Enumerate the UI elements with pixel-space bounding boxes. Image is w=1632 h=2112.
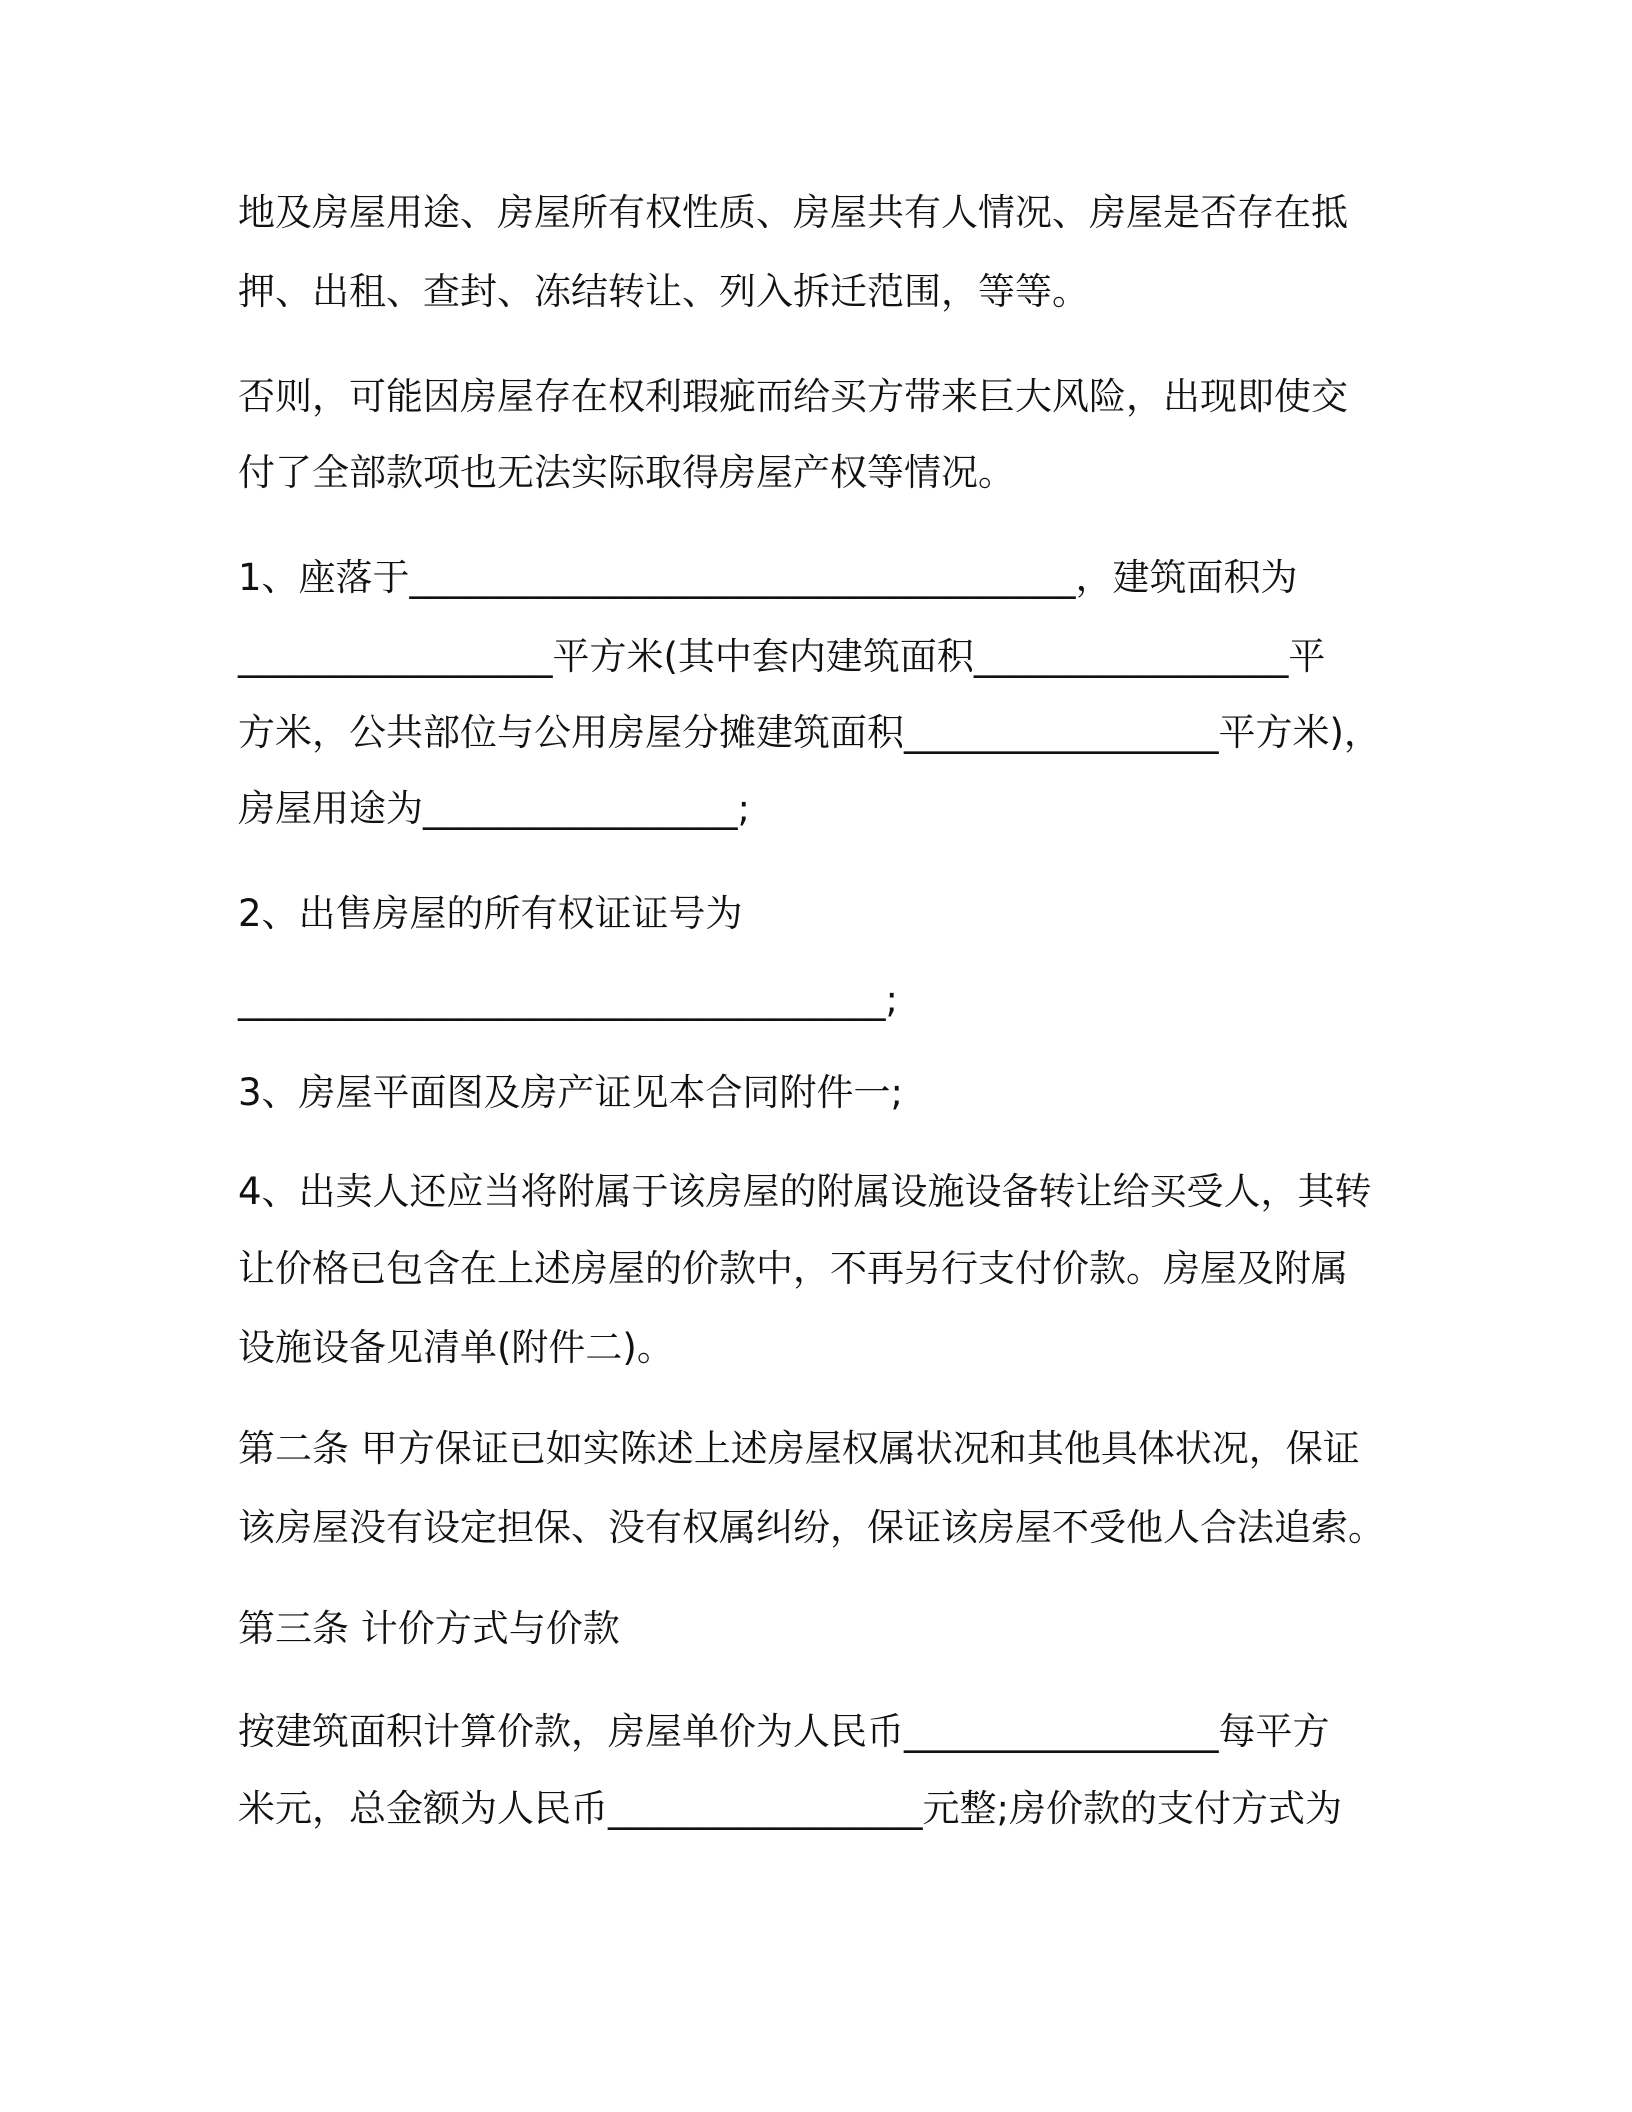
text-line-15: 第二条 甲方保证已如实陈述上述房屋权属状况和其他具体状况，保证 — [238, 1427, 1360, 1470]
text-line-17: 第三条 计价方式与价款 — [238, 1607, 620, 1650]
text-line-5: 1、座落于____________________________________，建筑面积为 — [238, 556, 1298, 599]
text-line-7: 方米，公共部位与公用房屋分摊建筑面积_________________平方米)， — [238, 711, 1381, 754]
text-line-18: 按建筑面积计算价款，房屋单价为人民币_________________每平方 — [238, 1710, 1330, 1753]
text-line-10: ___________________________________; — [238, 978, 898, 1021]
text-line-1: 地及房屋用途、房屋所有权性质、房屋共有人情况、房屋是否存在抵 — [238, 191, 1348, 234]
text-line-8: 房屋用途为_________________; — [238, 787, 750, 830]
text-line-2: 押、出租、查封、冻结转让、列入拆迁范围，等等。 — [238, 270, 1089, 313]
text-line-11: 3、房屋平面图及房产证见本合同附件一; — [238, 1071, 904, 1114]
text-line-9: 2、出售房屋的所有权证证号为 — [238, 892, 743, 935]
text-line-16: 该房屋没有设定担保、没有权属纠纷，保证该房屋不受他人合法追索。 — [238, 1506, 1385, 1549]
text-line-14: 设施设备见清单(附件二)。 — [238, 1326, 674, 1369]
text-line-13: 让价格已包含在上述房屋的价款中，不再另行支付价款。房屋及附属 — [238, 1247, 1348, 1290]
text-line-6: _________________平方米(其中套内建筑面积_________________平 — [238, 635, 1326, 678]
text-line-4: 付了全部款项也无法实际取得房屋产权等情况。 — [238, 451, 1015, 494]
text-line-3: 否则，可能因房屋存在权利瑕疵而给买方带来巨大风险，出现即使交 — [238, 375, 1348, 418]
text-line-12: 4、出卖人还应当将附属于该房屋的附属设施设备转让给买受人，其转 — [238, 1170, 1372, 1213]
text-line-19: 米元，总金额为人民币_________________元整;房价款的支付方式为 — [238, 1787, 1342, 1830]
